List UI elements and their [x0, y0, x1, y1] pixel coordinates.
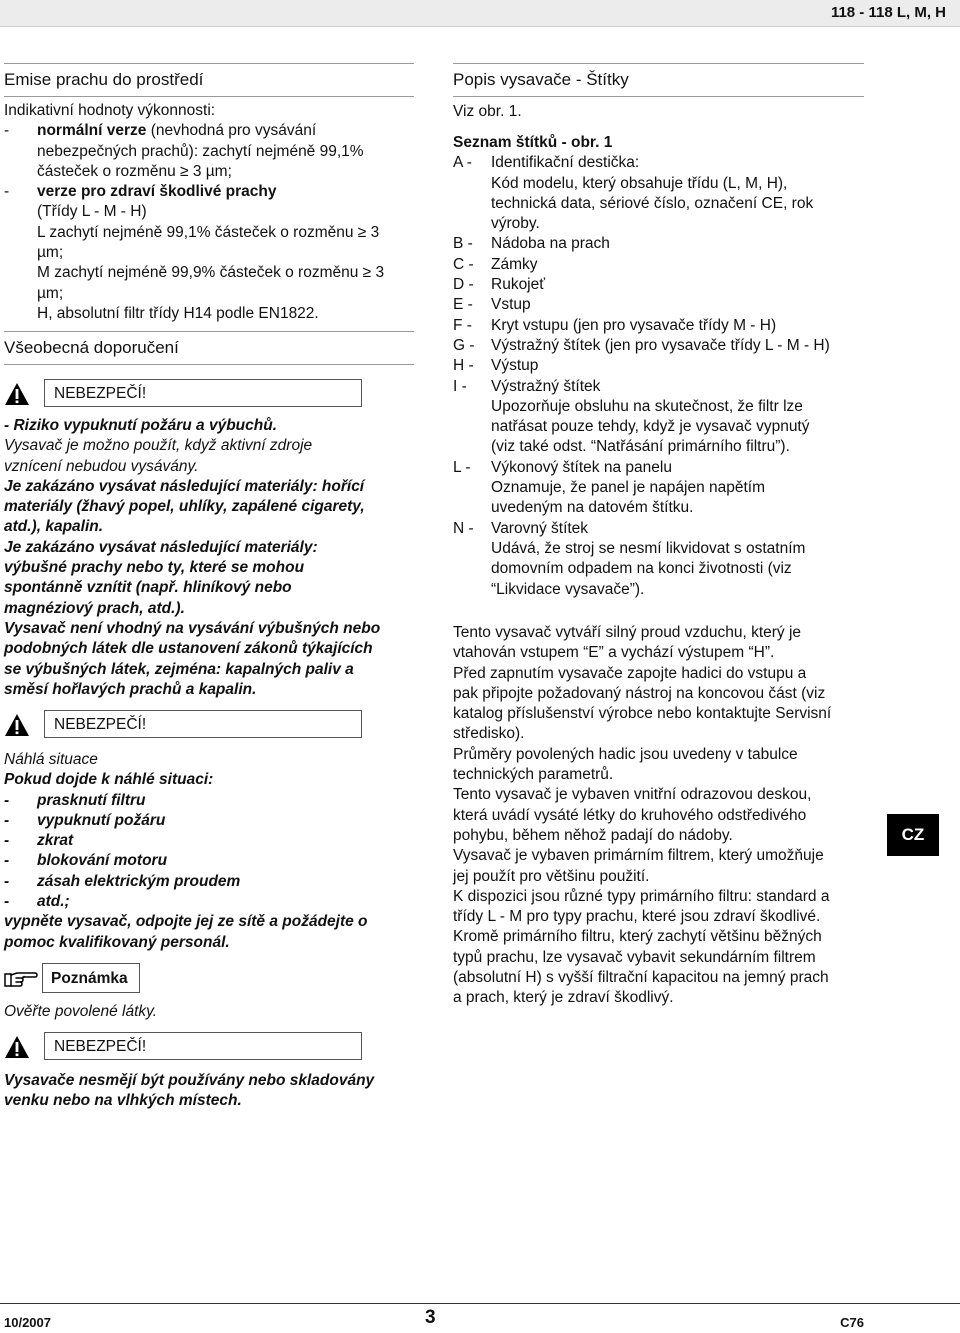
label-item-g: G - Výstražný štítek (jen pro vysavače třídy L - M - H)	[453, 336, 830, 354]
label-list-title: Seznam štítků - obr. 1	[453, 134, 613, 151]
footer-date: 10/2007	[4, 1315, 51, 1330]
emise-normal-label: normální verze	[37, 122, 147, 140]
warning-triangle-icon	[4, 382, 30, 406]
pointing-hand-icon	[4, 967, 38, 989]
dash: -	[4, 122, 10, 140]
label-item-b: B - Nádoba na prach	[453, 235, 610, 253]
note-notice	[4, 963, 414, 993]
label-item-f: F - Kryt vstupu (jen pro vysavače třídy M - H)	[453, 316, 777, 334]
label-item-l: L - Výkonový štítek na panelu	[453, 458, 672, 476]
danger-notice-1	[4, 379, 414, 409]
page-header	[0, 0, 960, 27]
final-text: Vysavače nesmějí být používány nebo skladovány venku nebo na vlhkých místech.	[4, 1072, 375, 1110]
footer-page-number: 3	[425, 1307, 436, 1328]
label-item-c: C - Zámky	[453, 255, 538, 273]
section-title-emise: Emise prachu do prostředí	[4, 63, 414, 97]
danger-label: NEBEZPEČÍ!	[44, 379, 362, 407]
vseobecna-text: - Riziko vypuknutí požáru a výbuchů. Vysavač je možno použít, když aktivní zdroje vznícení nebudou vysávány. Je zakázáno vysávat následující materiály: hořící materiály (žhavý popel, uhlíky, zapálené cigarety, atd.), kapalin. Je zakázáno vysávat následující materiály: výbušné prachy nebo ty, které se mohou spontánně vznítit (např. hliníkový nebo magnéziový prach, atd.). Vysavač není vhodný na vysávání výbušných nebo podobných látek dle ustanovení zákonů týkajících se výbušných látek, zejména: kapalných paliv a směsí hořlavých prachů a kapalin.	[4, 417, 381, 698]
emise-intro: Indikativní hodnoty výkonnosti:	[4, 102, 216, 119]
warning-triangle-icon	[4, 713, 30, 737]
language-tab: CZ	[887, 814, 939, 856]
danger-label: NEBEZPEČÍ!	[44, 1032, 362, 1060]
header-page-ref: 118 - 118 L, M, H	[830, 4, 946, 21]
label-item-a: A - Identifikační destička:	[453, 154, 640, 172]
emise-text: Indikativní hodnoty výkonnosti: - normální verze (nevhodná pro vysávání nebezpečných prachů): zachytí nejméně 99,1% částeček o rozměnu ≥ 3 µm; - verze pro zdraví škodlivé prachy (Třídy L - M - H) L zachytí nejméně 99,1% částeček o rozměnu ≥ 3 µm; M zachytí nejméně 99,9% částeček o rozměnu ≥ 3 µm; H, absolutní filtr třídy H14 podle EN1822.	[4, 101, 414, 324]
label-item-e: E - Vstup	[453, 296, 531, 314]
popis-intro	[453, 102, 864, 122]
danger-label: NEBEZPEČÍ!	[44, 710, 362, 738]
emise-health-label: verze pro zdraví škodlivé prachy	[37, 183, 277, 201]
footer-divider	[0, 1303, 960, 1304]
note-text: Ověřte povolené látky.	[4, 1003, 158, 1020]
label-item-d: D - Rukojeť	[453, 276, 546, 294]
label-item-n: N - Varovný štítek	[453, 519, 589, 537]
popis-body: Tento vysavač vytváří silný proud vzduchu, který je vtahován vstupem “E” a vychází výstupem “H”. Před zapnutím vysavače zapojte hadici do vstupu a pak připojte požadovaný nástroj na koncovou část (viz katalog příslušenství výrobce nebo kontaktujte Servisní středisko). Průměry povolených hadic jsou uvedeny v tabulce technických parametrů. Tento vysavač je vybaven vnitřní odrazovou deskou, která uvádí vysáté létky do kruhového odstředivého pohybu, během něhož padají do nádoby. Vysavač je vybaven primárním filtrem, který umožňuje jej použít pro většinu použití. K dispozici jsou různé typy primárního filtru: standard a třídy L - M pro typy prachu, které jsou zdraví škodlivé. Kromě primárního filtru, který zachytí většinu běžných typů prachu, lze vysavač vybavit sekundárním filtrem (absolutní H) s vyšší filtrační kapacitou na jemný prach a prach, který je zdraví škodlivý.	[453, 624, 832, 1007]
warning-triangle-icon	[4, 1035, 30, 1059]
figure-reference: Viz obr. 1.	[453, 103, 522, 120]
label-list: Seznam štítků - obr. 1 A - Identifikační destička: Kód modelu, který obsahuje třídu (L, M, H), technická data, sériové číslo, označení CE, rok výroby. B - Nádoba na prach C - Zámky D - Rukojeť E - Vstup F - Kryt vstupu (jen pro vysavače třídy M - H) G - Výstražný štítek (jen pro vysavače třídy L - M - H) H - Výstup I - Výstražný štítek Upozorňuje obsluhu na skutečnost, že filtr lze natřásat pouze tehdy, když je vysavač vypnutý (viz také odst. “Natřásání primárního filtru”). L - Výkonový štítek na panelu Oznamuje, že panel je napájen napětím uvedeným na datovém štítku. N - Varovný štítek Udává, že stroj se nesmí likvidovat s ostatním domovním odpadem na konci životnosti (viz “Likvidace vysavače”).	[453, 133, 864, 600]
label-item-i: I - Výstražný štítek	[453, 377, 601, 395]
section-title-vseobecna: Všeobecná doporučení	[4, 331, 414, 365]
danger-notice-2	[4, 710, 414, 740]
nahla-text: Náhlá situace Pokud dojde k náhlé situaci: - prasknutí filtru - vypuknutí požáru - zkrat - blokování motoru - zásah elektrickým proudem - atd.; vypněte vysavač, odpojte jej ze sítě a požádejte o pomoc kvalifikovaný personál.	[4, 751, 368, 951]
note-label: Poznámka	[42, 963, 140, 993]
footer-code: C76	[840, 1315, 864, 1330]
section-title-popis: Popis vysavače - Štítky	[453, 63, 864, 97]
danger-notice-3	[4, 1032, 414, 1062]
label-item-h: H - Výstup	[453, 357, 539, 375]
